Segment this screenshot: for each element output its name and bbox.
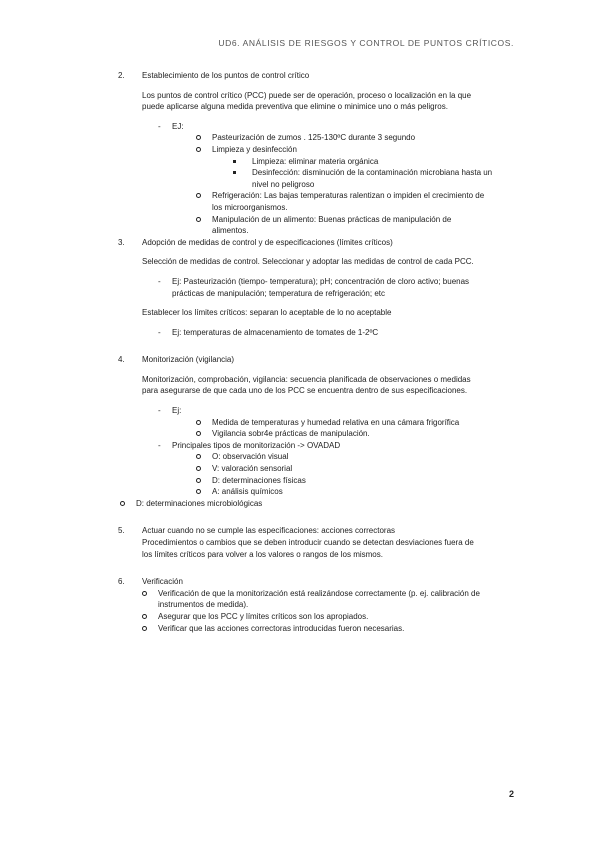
bullet-item bbox=[120, 132, 520, 144]
paragraph-line: para asegurarse de que cada uno de los PCC se encuentra dentro de sus especificaciones. bbox=[142, 386, 468, 396]
square-bullet-item bbox=[120, 167, 520, 179]
dash-continuation: prácticas de manipulación; temperatura de refrigeración; etc bbox=[172, 288, 385, 298]
bullet-text: Verificar que las acciones correctoras introducidas fueron necesarias. bbox=[158, 623, 405, 633]
square-bullet-icon bbox=[233, 171, 236, 174]
bullet-item bbox=[120, 417, 520, 429]
square-bullet-icon bbox=[233, 160, 236, 163]
dash-item: - EJ: bbox=[158, 121, 184, 131]
page-number: 2 bbox=[509, 789, 515, 799]
circle-bullet-icon bbox=[196, 147, 201, 152]
bullet-text: Pasteurización de zumos . 125-130ºC durante 3 segundo bbox=[212, 133, 416, 143]
section-number: 5. bbox=[118, 526, 125, 536]
circle-bullet-icon bbox=[196, 193, 201, 198]
circle-bullet-icon bbox=[196, 466, 201, 471]
bullet-item bbox=[120, 144, 520, 156]
bullet-text: A: análisis químicos bbox=[212, 487, 283, 497]
bullet-text: Manipulación de un alimento: Buenas prácticas de manipulación de bbox=[212, 214, 452, 224]
bullet-continuation: alimentos. bbox=[212, 226, 249, 236]
circle-bullet-icon bbox=[196, 420, 201, 425]
bullet-item bbox=[120, 190, 520, 202]
section-number: 4. bbox=[118, 355, 125, 365]
circle-bullet-icon bbox=[142, 626, 147, 631]
document-body bbox=[120, 70, 520, 634]
bullet-item bbox=[120, 475, 520, 487]
bullet-item bbox=[120, 588, 520, 600]
bullet-text: Desinfección: disminución de la contaminación microbiana hasta un bbox=[252, 168, 493, 178]
paragraph-line: Monitorización, comprobación, vigilancia: secuencia planificada de observaciones o medidas bbox=[142, 374, 471, 384]
bullet-text: V: valoración sensorial bbox=[212, 464, 293, 474]
bullet-text: Limpieza: eliminar materia orgánica bbox=[252, 156, 379, 166]
section-title: Monitorización (vigilancia) bbox=[142, 355, 235, 365]
dash-item-text: Ej: bbox=[172, 406, 182, 416]
paragraph-line: los límites críticos para volver a los valores o rangos de los mismos. bbox=[142, 549, 383, 559]
paragraph-line: Los puntos de control crítico (PCC) puede ser de operación, proceso o localización en la que bbox=[142, 90, 472, 100]
page-header: UD6. ANÁLISIS DE RIESGOS Y CONTROL DE PUNTOS CRÍTICOS. bbox=[218, 38, 514, 48]
bullet-item bbox=[120, 463, 520, 475]
section-6 bbox=[120, 576, 520, 634]
dash-item: - Ej: Pasteurización (tiempo- temperatura); pH; concentración de cloro activo; buenas bbox=[158, 276, 470, 286]
dash-item: - Principales tipos de monitorización -> OVADAD bbox=[158, 440, 341, 450]
bullet-continuation: nivel no peligroso bbox=[252, 179, 315, 189]
square-bullet-item bbox=[120, 156, 520, 168]
paragraph-line: Selección de medidas de control. Seleccionar y adoptar las medidas de control de cada PCC. bbox=[142, 257, 474, 267]
bullet-text: Medida de temperaturas y humedad relativa en una cámara frigorífica bbox=[212, 417, 460, 427]
circle-bullet-icon bbox=[196, 478, 201, 483]
section-number: 3. bbox=[118, 237, 125, 247]
section-4 bbox=[120, 354, 520, 509]
circle-bullet-icon bbox=[196, 217, 201, 222]
circle-bullet-icon bbox=[142, 614, 147, 619]
bullet-text: Limpieza y desinfección bbox=[212, 144, 297, 154]
bullet-item bbox=[120, 498, 520, 510]
section-5 bbox=[120, 525, 520, 560]
section-title: Establecimiento de los puntos de control crítico bbox=[142, 71, 310, 80]
bullet-item bbox=[120, 214, 520, 226]
section-number: 2. bbox=[118, 71, 125, 80]
bullet-item bbox=[120, 623, 520, 635]
bullet-text: D: determinaciones microbiológicas bbox=[136, 498, 263, 508]
bullet-text: D: determinaciones físicas bbox=[212, 475, 306, 485]
bullet-item bbox=[120, 428, 520, 440]
dash-item-text: Principales tipos de monitorización -> OVADAD bbox=[172, 440, 341, 450]
dash-item: - Ej: temperaturas de almacenamiento de tomates de 1-2ºC bbox=[158, 327, 379, 337]
bullet-text: Verificación de que la monitorización está realizándose correctamente (p. ej. calibración de bbox=[158, 588, 480, 598]
dash-item-text: EJ: bbox=[172, 121, 184, 131]
dash-item-text: Ej: Pasteurización (tiempo- temperatura); pH; concentración de cloro activo; buenas bbox=[172, 276, 470, 286]
bullet-text: O: observación visual bbox=[212, 452, 289, 462]
bullet-continuation: los microorganismos. bbox=[212, 202, 288, 212]
section-2 bbox=[120, 70, 520, 237]
paragraph-line: puede aplicarse alguna medida preventiva que elimine o minimice uno o más peligros. bbox=[142, 102, 448, 112]
section-number: 6. bbox=[118, 577, 125, 587]
bullet-item bbox=[120, 486, 520, 498]
circle-bullet-icon bbox=[196, 135, 201, 140]
circle-bullet-icon bbox=[196, 454, 201, 459]
section-title: Actuar cuando no se cumple las especificaciones: acciones correctoras bbox=[142, 526, 396, 536]
bullet-text: Vigilancia sobr4e prácticas de manipulación. bbox=[212, 429, 370, 439]
bullet-continuation: instrumentos de medida). bbox=[158, 600, 249, 610]
bullet-item bbox=[120, 451, 520, 463]
circle-bullet-icon bbox=[142, 591, 147, 596]
section-title: Adopción de medidas de control y de especificaciones (límites críticos) bbox=[142, 237, 393, 247]
bullet-text: Refrigeración: Las bajas temperaturas ralentizan o impiden el crecimiento de bbox=[212, 191, 485, 201]
circle-bullet-icon bbox=[196, 489, 201, 494]
dash-item: - Ej: bbox=[158, 406, 182, 416]
section-title: Verificación bbox=[142, 577, 183, 587]
bullet-text: Asegurar que los PCC y límites críticos son los apropiados. bbox=[158, 611, 369, 621]
circle-bullet-icon bbox=[120, 501, 125, 506]
circle-bullet-icon bbox=[196, 431, 201, 436]
paragraph-line: Establecer los límites críticos: separan lo aceptable de lo no aceptable bbox=[142, 308, 392, 318]
paragraph-line: Procedimientos o cambios que se deben introducir cuando se detectan desviaciones fuera de bbox=[142, 538, 474, 547]
dash-item-text: Ej: temperaturas de almacenamiento de tomates de 1-2ºC bbox=[172, 327, 379, 337]
section-3 bbox=[120, 237, 520, 339]
bullet-item bbox=[120, 611, 520, 623]
